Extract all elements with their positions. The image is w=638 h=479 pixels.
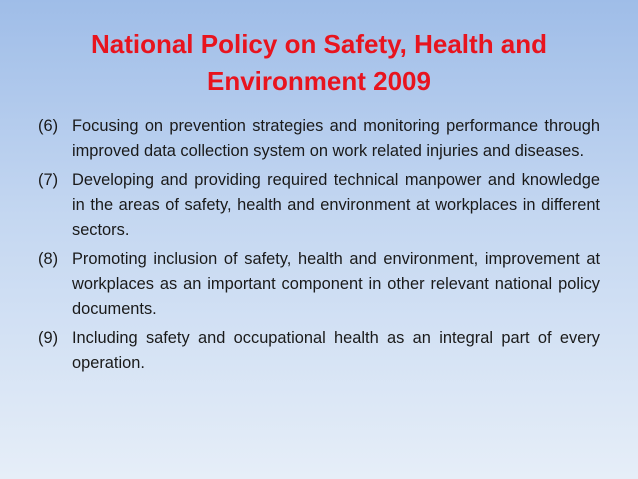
policy-items-list [38, 114, 600, 380]
slide-title [30, 26, 608, 100]
item-number: (9) [38, 329, 59, 347]
list-item [38, 326, 600, 376]
item-text: Promoting inclusion of safety, health and environment, improvement at workplaces as an important component in other relevant national policy documents. [72, 250, 600, 318]
list-item [38, 168, 600, 243]
item-text: Focusing on prevention strategies and monitoring performance through improved data collection system on work related injuries and diseases. [72, 117, 600, 160]
item-text: Including safety and occupational health as an integral part of every operation. [72, 329, 600, 372]
list-item [38, 247, 600, 322]
title-line-1: National Policy on Safety, Health and [90, 29, 548, 59]
item-number: (7) [38, 171, 59, 189]
item-number: (6) [38, 117, 59, 135]
list-item [38, 114, 600, 164]
item-text: Developing and providing required technical manpower and knowledge in the areas of safety, health and environment at workplaces in different sectors. [72, 171, 600, 239]
title-line-2: Environment 2009 [207, 66, 431, 96]
item-number: (8) [38, 250, 59, 268]
